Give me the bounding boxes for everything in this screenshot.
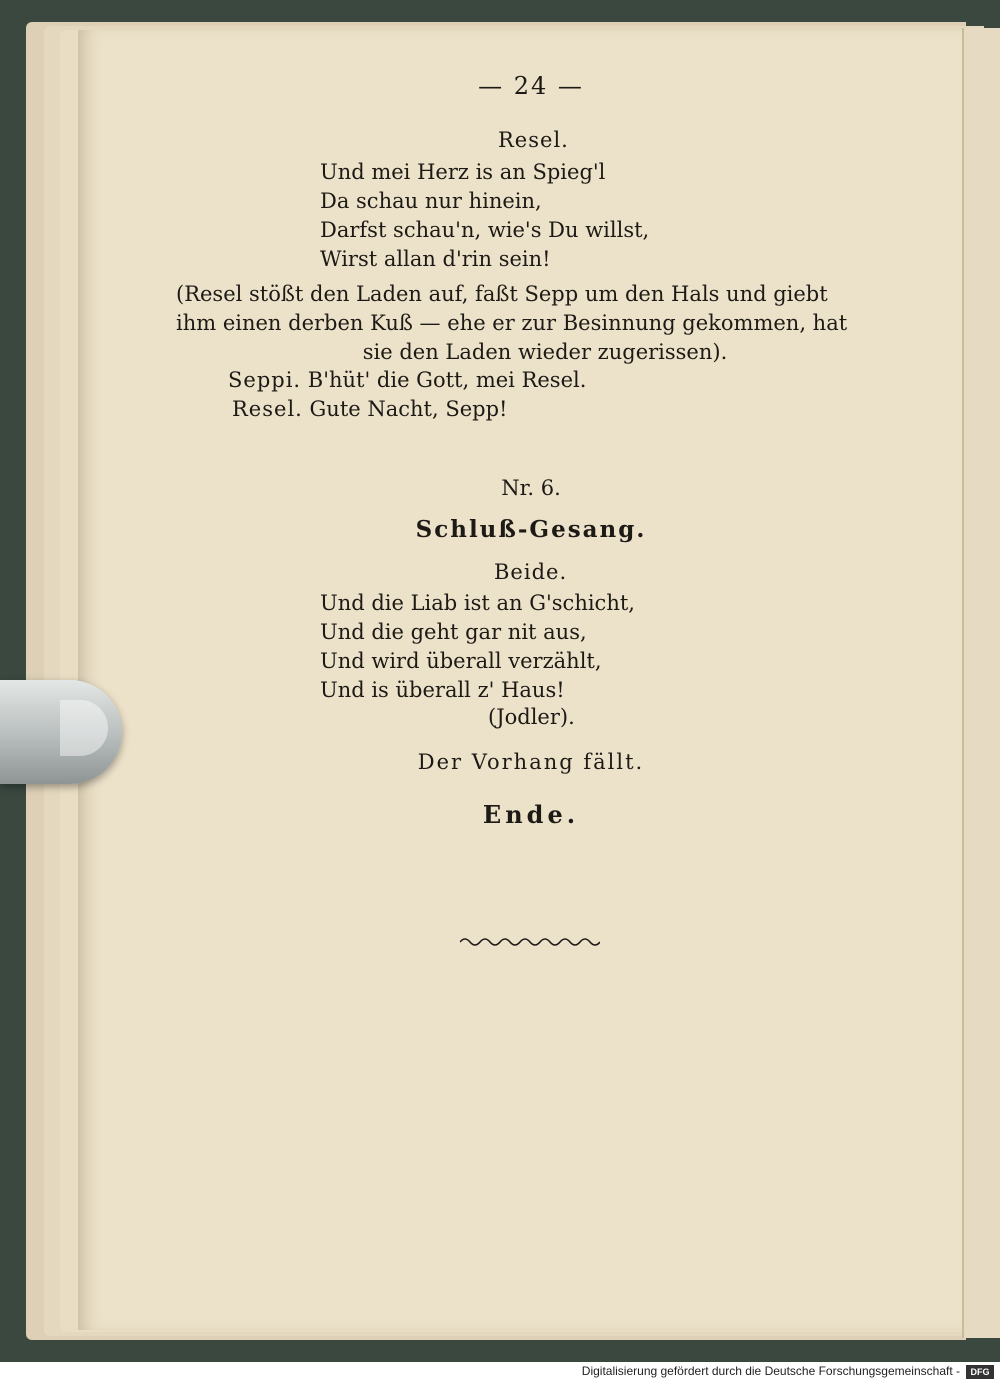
verse-line: Und wird überall verzählt, bbox=[320, 649, 602, 673]
dialogue-line bbox=[228, 368, 586, 392]
speaker-name: Beide. bbox=[494, 560, 568, 584]
stage-direction-line: sie den Laden wieder zugerissen). bbox=[362, 340, 728, 364]
verse-line: Und mei Herz is an Spieg'l bbox=[320, 160, 606, 184]
facing-page-edge bbox=[962, 28, 1000, 1338]
verse-block bbox=[320, 589, 635, 705]
spoken-text: B'hüt' die Gott, mei Resel. bbox=[307, 368, 587, 392]
verse-line: Wirst allan d'rin sein! bbox=[320, 247, 551, 271]
verse-line: Und die geht gar nit aus, bbox=[320, 620, 587, 644]
end-mark: Ende. bbox=[482, 800, 580, 829]
number-heading: Nr. 6. bbox=[501, 476, 561, 500]
dialogue-line bbox=[232, 397, 507, 421]
verse-line: Und die Liab ist an G'schicht, bbox=[320, 591, 635, 615]
aside: (Jodler). bbox=[488, 705, 575, 729]
spoken-text: Gute Nacht, Sepp! bbox=[309, 397, 508, 421]
verse-line: Darfst schau'n, wie's Du willst, bbox=[320, 218, 650, 242]
page-text bbox=[78, 30, 962, 1330]
stage-direction bbox=[176, 280, 894, 367]
stage-direction-line: ihm einen derben Kuß — ehe er zur Besinnung gekommen, hat bbox=[176, 311, 848, 335]
dfg-logo: DFG bbox=[966, 1365, 994, 1379]
song-title: Schluß-Gesang. bbox=[415, 516, 647, 543]
speaker-name: Resel. bbox=[232, 397, 303, 421]
footer-credit: Digitalisierung gefördert durch die Deutsche Forschungsgemeinschaft - bbox=[581, 1364, 960, 1378]
speaker-name: Resel. bbox=[498, 128, 569, 152]
wavy-divider bbox=[460, 935, 600, 949]
verse-line: Und is überall z' Haus! bbox=[320, 678, 565, 702]
curtain-note: Der Vorhang fällt. bbox=[417, 750, 645, 774]
speaker-name: Seppi. bbox=[228, 368, 302, 392]
stage-direction-line: (Resel stößt den Laden auf, faßt Sepp um den Hals und giebt bbox=[176, 282, 828, 306]
page-number: — 24 — bbox=[478, 72, 584, 100]
verse-line: Da schau nur hinein, bbox=[320, 189, 542, 213]
digitization-footer bbox=[0, 1362, 1000, 1382]
verse-block bbox=[320, 158, 649, 274]
